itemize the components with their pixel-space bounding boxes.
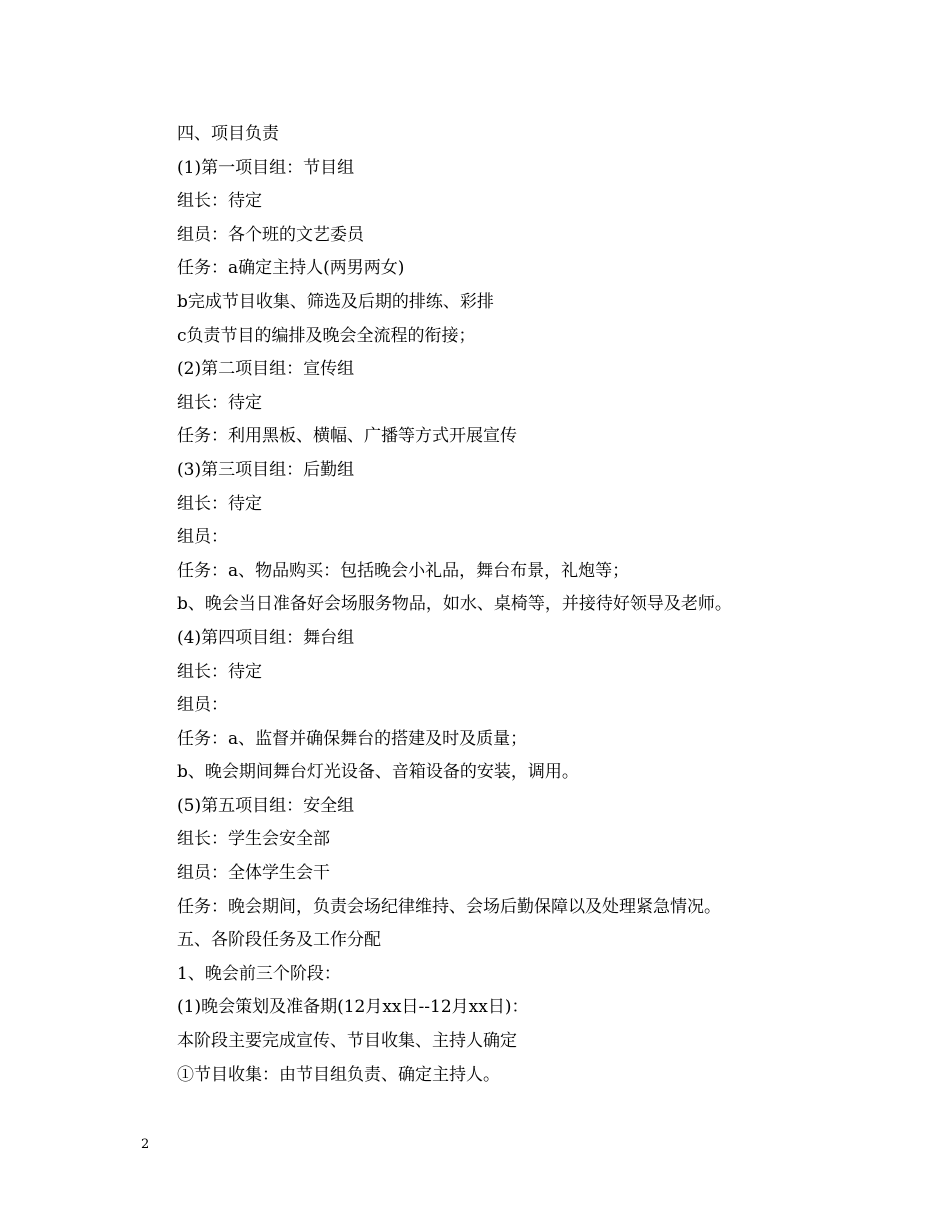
section-heading-stage-tasks: 五、各阶段任务及工作分配 bbox=[177, 930, 381, 951]
text-line: 任务：晚会期间，负责会场纪律维持、会场后勤保障以及处理紧急情况。 bbox=[177, 896, 721, 917]
text-line: 任务：a确定主持人(两男两女) bbox=[177, 258, 405, 279]
text-line: (2)第二项目组：宣传组 bbox=[177, 359, 355, 380]
text-line: (5)第五项目组：安全组 bbox=[177, 795, 355, 816]
text-line: 组员：各个班的文艺委员 bbox=[177, 224, 364, 245]
text-line: c负责节目的编排及晚会全流程的衔接； bbox=[177, 325, 476, 346]
text-line: 任务：a、物品购买：包括晚会小礼品，舞台布景，礼炮等； bbox=[177, 560, 630, 581]
section-heading-project-responsibility: 四、项目负责 bbox=[177, 124, 279, 144]
text-line: 组员： bbox=[177, 695, 228, 716]
text-line: (3)第三项目组：后勤组 bbox=[177, 459, 355, 480]
text-line: 组员： bbox=[177, 527, 228, 548]
text-line: 1、晚会前三个阶段： bbox=[177, 963, 341, 984]
text-line: 任务：利用黑板、横幅、广播等方式开展宣传 bbox=[177, 426, 517, 447]
text-line: 组长：待定 bbox=[177, 191, 262, 212]
page-number: 2 bbox=[141, 1137, 150, 1152]
text-line: (4)第四项目组：舞台组 bbox=[177, 627, 355, 648]
text-line: (1)第一项目组：节目组 bbox=[177, 157, 355, 178]
text-line: 本阶段主要完成宣传、节目收集、主持人确定 bbox=[177, 1031, 517, 1052]
text-line: b完成节目收集、筛选及后期的排练、彩排 bbox=[177, 291, 494, 312]
document-body bbox=[177, 118, 877, 1092]
text-line: 组员：全体学生会干 bbox=[177, 863, 330, 884]
text-line: (1)晚会策划及准备期(12月xx日--12月xx日)： bbox=[177, 997, 529, 1018]
text-line: b、晚会当日准备好会场服务物品，如水、桌椅等，并接待好领导及老师。 bbox=[177, 594, 732, 615]
text-line: 任务：a、监督并确保舞台的搭建及时及质量； bbox=[177, 728, 528, 749]
text-line: 组长：待定 bbox=[177, 493, 262, 514]
text-line: b、晚会期间舞台灯光设备、音箱设备的安装，调用。 bbox=[177, 762, 579, 783]
text-line: 组长：待定 bbox=[177, 661, 262, 682]
text-line: ①节目收集：由节目组负责、确定主持人。 bbox=[177, 1064, 500, 1085]
text-line: 组长：待定 bbox=[177, 392, 262, 413]
text-line: 组长：学生会安全部 bbox=[177, 829, 330, 850]
